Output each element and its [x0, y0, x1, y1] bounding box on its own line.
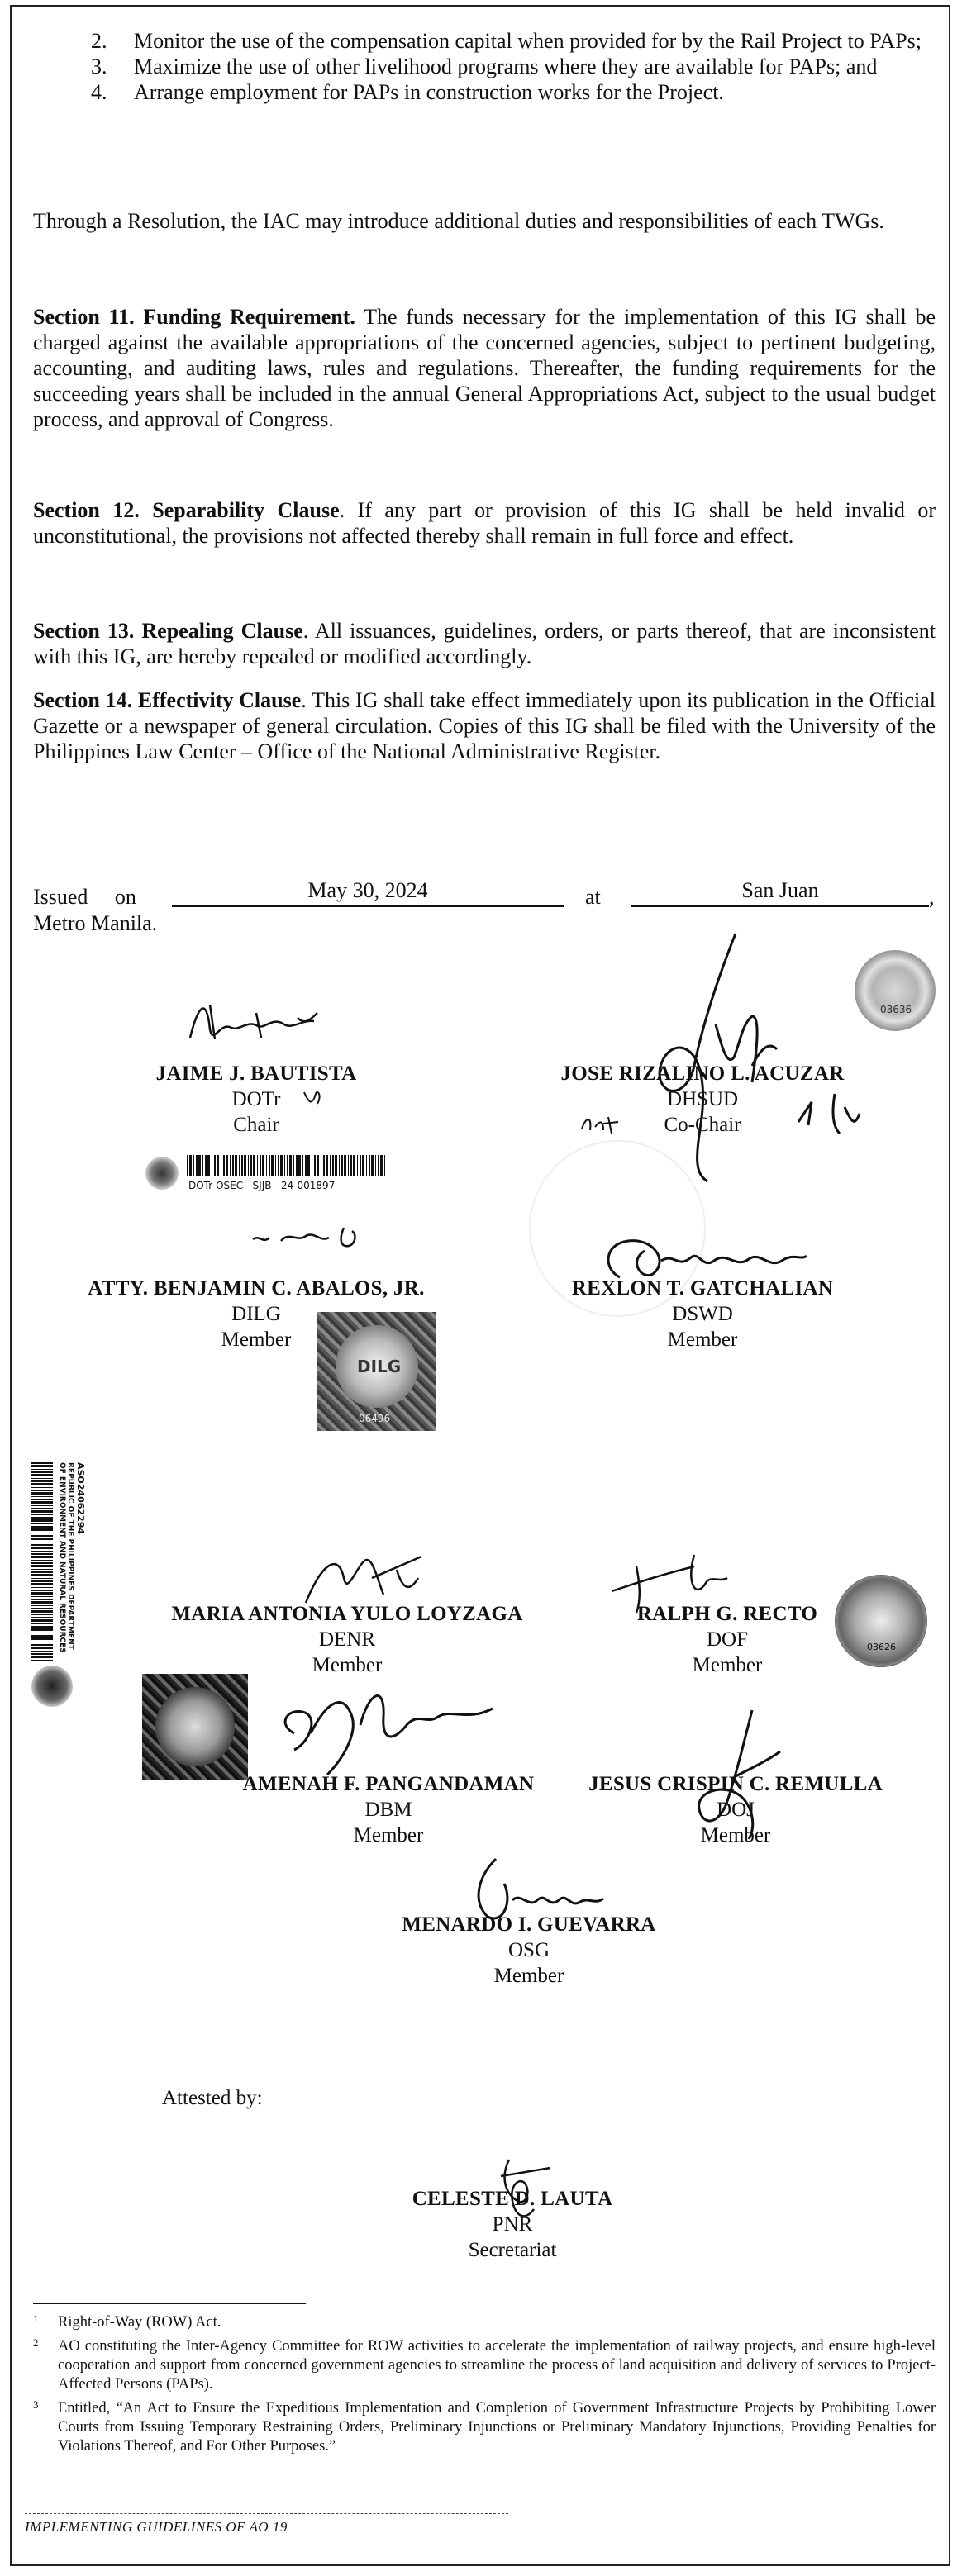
section-text: The funds necessary for the implementation of this IG shall be charged against the available appropriations of the concerned agencies, subject to pertinent budgeting, accounting, and auditing laws, rules and regulations. Thereafter, the funding requirements for the succeeding years shall be included in the annual General Appropriations Act, subject to the usual budget process, and approval of Congress. [33, 305, 936, 431]
signatory-name: MENARDO I. GUEVARRA [402, 1913, 656, 1936]
denr-barcode-stamp [31, 1462, 84, 1743]
signatory-name: JOSE RIZALINO L. ACUZAR [560, 1062, 845, 1085]
denr-barcode-label: REPUBLIC OF THE PHILIPPINES DEPARTMENT OF ENVIRONMENT AND NATURAL RESOURCES [58, 1462, 74, 1653]
signatory-agency: DHSUD [666, 1088, 739, 1110]
footnote-text: Entitled, “An Act to Ensure the Expeditious Implementation and Completion of Government Infrastructure Projects by Prohibiting Lower Courts from Issuing Temporary Restraining Orders, Preliminary Injunctions or Preliminary Mandatory Injunctions, Providing Penalties for Violations Thereof, and For Other Purposes.” [58, 2400, 936, 2455]
issued-suffix: Metro Manila. [33, 911, 158, 935]
section-heading: Section 11. Funding Requirement. [33, 305, 355, 329]
signatory-guevarra [355, 1912, 702, 1989]
footnote-text: AO constituting the Inter-Agency Committee for ROW activities to accelerate the implementation of railway projects, and ensure high-level cooperation and support from concerned government agencies to streamline the process of land acquisition and delivery of services to Project-Affected Persons (PAPs). [58, 2338, 936, 2393]
footnote-number: 3 [33, 2398, 39, 2411]
signatory-agency: DILG [231, 1303, 281, 1325]
signatory-bautista [116, 1061, 397, 1138]
signatory-name: JESUS CRISPIN C. REMULLA [588, 1773, 883, 1795]
signatory-role: Member [700, 1824, 771, 1846]
section-heading: Section 13. Repealing Clause [33, 619, 303, 643]
dilg-hologram-seal [317, 1312, 436, 1431]
footnote [33, 2313, 936, 2332]
section-14 [33, 687, 936, 764]
signatory-agency: DSWD [672, 1303, 733, 1325]
dof-seal [855, 950, 936, 1031]
dof-hologram-seal [835, 1575, 927, 1667]
section-heading: Section 12. Separability Clause [33, 498, 340, 522]
denr-logo-icon [31, 1666, 73, 1707]
signatory-agency: DBM [364, 1799, 412, 1821]
seal-number: 03626 [867, 1642, 896, 1652]
signatory-name: ATTY. BENJAMIN C. ABALOS, JR. [88, 1277, 425, 1300]
duties-list [91, 28, 941, 105]
bautista-signature [182, 988, 347, 1062]
attested-by-label: Attested by: [162, 2087, 263, 2109]
list-item [91, 79, 941, 105]
signatory-role: Chair [233, 1114, 279, 1136]
list-text: Maximize the use of other livelihood programs where they are available for PAPs; and [134, 55, 878, 78]
section-heading: Section 14. Effectivity Clause [33, 688, 302, 712]
signatory-role: Member [692, 1654, 763, 1676]
list-text: Monitor the use of the compensation capital when provided for by the Rail Project to PAPs; [134, 29, 922, 53]
resolution-paragraph: Through a Resolution, the IAC may introduce additional duties and responsibilities of each TWGs. [33, 209, 884, 233]
denr-hologram-seal [142, 1674, 248, 1780]
signatory-name: MARIA ANTONIA YULO LOYZAGA [171, 1603, 523, 1625]
list-item [91, 28, 941, 54]
issued-prefix: Issued on [33, 885, 136, 909]
barcode-text: DOTr-OSEC SJJB 24-001897 [188, 1180, 336, 1191]
signatory-name: RALPH G. RECTO [636, 1603, 818, 1625]
issued-date: May 30, 2024 [172, 877, 564, 907]
dilg-seal-number: 06496 [359, 1413, 391, 1424]
dotr-logo-icon [145, 1157, 179, 1190]
barcode-icon [187, 1155, 385, 1176]
secretariat-block [380, 2186, 645, 2263]
issued-place: San Juan [631, 877, 929, 907]
dotr-barcode-stamp [145, 1155, 390, 1195]
section-13 [33, 618, 936, 669]
list-number: 3. [91, 55, 107, 78]
dilg-seal-label: DILG [357, 1357, 402, 1376]
barcode-icon [31, 1462, 53, 1661]
issued-comma: , [929, 885, 935, 909]
secretariat-name: CELESTE D. LAUTA [412, 2188, 613, 2210]
section-12 [33, 497, 936, 549]
footnote-number: 2 [33, 2336, 39, 2349]
signatory-agency: DOF [706, 1628, 748, 1651]
signatory-gatchalian [545, 1276, 860, 1352]
secretariat-role: Secretariat [468, 2239, 557, 2261]
signatory-name: JAIME J. BAUTISTA [155, 1062, 357, 1085]
issued-at: at [585, 885, 601, 909]
signatory-role: Member [221, 1328, 292, 1351]
list-number: 2. [91, 29, 107, 53]
signatory-agency: DOTr [231, 1088, 281, 1110]
secretariat-agency: PNR [492, 2213, 533, 2236]
section-text: . All issuances, guidelines, orders, or parts thereof, that are inconsistent with this IG, are hereby repealed or modified accordingly. [33, 619, 936, 668]
footnote-rule [33, 2303, 306, 2304]
signatory-name: REXLON T. GATCHALIAN [571, 1277, 834, 1300]
signatory-role: Member [353, 1824, 424, 1846]
signatory-agency: OSG [507, 1939, 550, 1961]
abalos-signature [248, 1223, 372, 1256]
denr-barcode-number: ASO24062294 [75, 1462, 86, 1535]
signatory-loyzaga [140, 1601, 554, 1678]
signatory-pangandaman [223, 1771, 554, 1848]
list-text: Arrange employment for PAPs in construction works for the Project. [134, 80, 724, 104]
signatory-role: Member [667, 1328, 738, 1351]
signatory-agency: DENR [318, 1628, 376, 1651]
denr-seal-icon [155, 1687, 235, 1766]
footnote [33, 2337, 936, 2394]
footnote-text: Right-of-Way (ROW) Act. [58, 2314, 221, 2331]
signatory-name: AMENAH F. PANGANDAMAN [242, 1773, 535, 1795]
section-text: . This IG shall take effect immediately upon its publication in the Official Gazette or a newspaper of general circulation. Copies of this IG shall be filed with the University of the Philippines Law Center – Office of the National Administrative Register. [33, 688, 936, 763]
seal-number: 03636 [880, 1004, 912, 1015]
initial-mark [301, 1087, 326, 1109]
section-11 [33, 304, 936, 432]
list-number: 4. [91, 80, 107, 104]
initial-mark [793, 1089, 868, 1138]
section-text: . If any part or provision of this IG shall be held invalid or unconstitutional, the provisions not affected thereby shall remain in full force and effect. [33, 498, 936, 548]
initial-mark [579, 1112, 628, 1137]
signatory-role: Co-Chair [664, 1114, 741, 1136]
signatory-recto [595, 1601, 860, 1678]
footer-rule [25, 2513, 508, 2514]
page-footer: IMPLEMENTING GUIDELINES OF AO 19 [25, 2519, 288, 2535]
signatory-role: Member [493, 1965, 564, 1987]
signatory-remulla [562, 1771, 909, 1848]
footnote [33, 2399, 936, 2456]
signatory-agency: DOJ [717, 1799, 755, 1821]
signatory-role: Member [312, 1654, 383, 1676]
footnotes [33, 2313, 936, 2461]
footnote-number: 1 [33, 2312, 39, 2325]
list-item [91, 54, 941, 79]
